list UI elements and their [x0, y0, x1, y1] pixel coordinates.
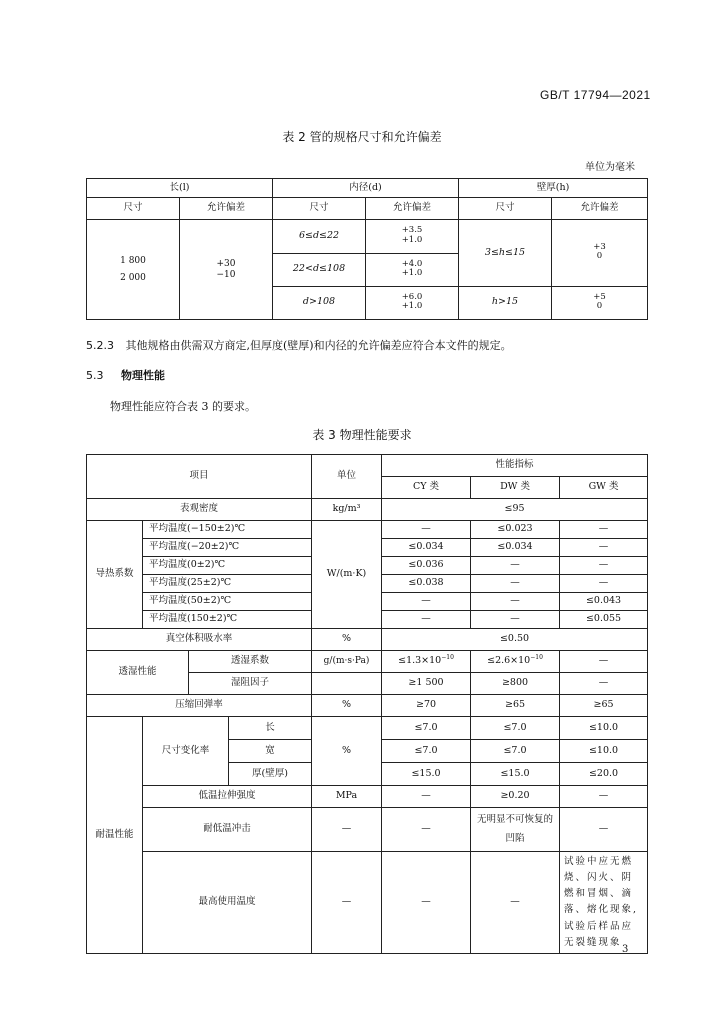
dimension-sub: 宽: [229, 740, 312, 763]
thermal-dw: —: [471, 593, 560, 611]
diameter-tolerance: +3.5 +1.0: [366, 220, 459, 253]
low-impact-gw: —: [560, 808, 648, 852]
header-dw: DW 类: [471, 477, 560, 499]
diameter-tolerance: +4.0 +1.0: [366, 253, 459, 286]
diameter-size: d>108: [273, 286, 366, 319]
compression-gw: ≥65: [560, 695, 648, 717]
low-impact-dw: 无明显不可恢复的凹陷: [471, 808, 560, 852]
header-item: 项目: [87, 455, 312, 499]
dimension-cy: ≤7.0: [382, 740, 471, 763]
subheader-size: 尺寸: [459, 198, 552, 220]
dimension-sub: 长: [229, 717, 312, 740]
thermal-condition: 平均温度(−20±2)℃: [143, 539, 312, 557]
compression-dw: ≥65: [471, 695, 560, 717]
permeability-resist-gw: —: [560, 673, 648, 695]
low-impact-cy: —: [382, 808, 471, 852]
standard-code: GB/T 17794—2021: [540, 88, 651, 102]
diameter-tolerance: +6.0 +1.0: [366, 286, 459, 319]
permeability-coef-gw: —: [560, 651, 648, 673]
low-tensile-dw: ≥0.20: [471, 786, 560, 808]
subheader-tolerance: 允许偏差: [366, 198, 459, 220]
dimension-change-label: 尺寸变化率: [143, 717, 229, 786]
row-density-value: ≤95: [382, 499, 648, 521]
thermal-condition: 平均温度(0±2)℃: [143, 557, 312, 575]
thermal-condition: 平均温度(150±2)℃: [143, 611, 312, 629]
subheader-size: 尺寸: [87, 198, 180, 220]
subheader-tolerance: 允许偏差: [552, 198, 648, 220]
low-tensile-unit: MPa: [312, 786, 382, 808]
permeability-coef-unit: g/(m·s·Pa): [312, 651, 382, 673]
water-absorption-value: ≤0.50: [382, 629, 648, 651]
subheader-tolerance: 允许偏差: [180, 198, 273, 220]
table2: [86, 178, 648, 320]
thermal-cy: —: [382, 611, 471, 629]
compression-unit: %: [312, 695, 382, 717]
table3: [86, 454, 648, 954]
dimension-gw: ≤10.0: [560, 717, 648, 740]
thermal-label: 导热系数: [87, 521, 143, 629]
permeability-resist-dw: ≥800: [471, 673, 560, 695]
dimension-dw: ≤7.0: [471, 740, 560, 763]
max-temp-dw: —: [471, 852, 560, 954]
thermal-unit: W/(m·K): [312, 521, 382, 629]
thermal-gw: ≤0.055: [560, 611, 648, 629]
header-diameter: 内径(d): [273, 179, 459, 198]
temperature-label: 耐温性能: [87, 717, 143, 954]
table3-caption: 表 3 物理性能要求: [312, 428, 412, 442]
thermal-dw: ≤0.023: [471, 521, 560, 539]
header-performance: 性能指标: [382, 455, 648, 477]
thermal-cy: ≤0.038: [382, 575, 471, 593]
max-temp-cy: —: [382, 852, 471, 954]
length-tolerance: +30 −10: [180, 220, 273, 320]
dimension-cy: ≤7.0: [382, 717, 471, 740]
permeability-label: 透湿性能: [87, 651, 189, 695]
dimension-dw: ≤7.0: [471, 717, 560, 740]
thermal-cy: —: [382, 521, 471, 539]
thermal-dw: —: [471, 557, 560, 575]
low-impact-label: 耐低温冲击: [143, 808, 312, 852]
permeability-resist-label: 湿阻因子: [189, 673, 312, 695]
thermal-dw: —: [471, 575, 560, 593]
section-5-3-heading: [86, 367, 165, 383]
diameter-size: 22<d≤108: [273, 253, 366, 286]
permeability-resist-cy: ≥1 500: [382, 673, 471, 695]
thermal-condition: 平均温度(−150±2)℃: [143, 521, 312, 539]
low-tensile-cy: —: [382, 786, 471, 808]
permeability-resist-unit: [312, 673, 382, 695]
dimension-gw: ≤10.0: [560, 740, 648, 763]
dimension-unit: %: [312, 717, 382, 786]
section-number: 5.3: [86, 369, 104, 382]
low-tensile-gw: —: [560, 786, 648, 808]
low-tensile-label: 低温拉伸强度: [143, 786, 312, 808]
thermal-gw: —: [560, 521, 648, 539]
thermal-gw: —: [560, 575, 648, 593]
compression-label: 压缩回弹率: [87, 695, 312, 717]
section-title: 物理性能: [121, 369, 165, 382]
thermal-condition: 平均温度(50±2)℃: [143, 593, 312, 611]
page-number: 3: [622, 944, 629, 955]
compression-cy: ≥70: [382, 695, 471, 717]
header-unit: 单位: [312, 455, 382, 499]
table2-caption: 表 2 管的规格尺寸和允许偏差: [282, 130, 442, 144]
section-5-3-text: 物理性能应符合表 3 的要求。: [110, 400, 256, 413]
header-gw: GW 类: [560, 477, 648, 499]
thermal-condition: 平均温度(25±2)℃: [143, 575, 312, 593]
water-absorption-label: 真空体积吸水率: [87, 629, 312, 651]
thermal-cy: —: [382, 593, 471, 611]
header-length: 长(l): [87, 179, 273, 198]
thermal-cy: ≤0.034: [382, 539, 471, 557]
thermal-gw: —: [560, 539, 648, 557]
header-cy: CY 类: [382, 477, 471, 499]
header-wall: 壁厚(h): [459, 179, 648, 198]
thermal-gw: —: [560, 557, 648, 575]
permeability-coef-label: 透湿系数: [189, 651, 312, 673]
max-temp-unit: —: [312, 852, 382, 954]
dimension-gw: ≤20.0: [560, 763, 648, 786]
dimension-cy: ≤15.0: [382, 763, 471, 786]
thermal-dw: ≤0.034: [471, 539, 560, 557]
subheader-size: 尺寸: [273, 198, 366, 220]
clause-text: 其他规格由供需双方商定,但厚度(壁厚)和内径的允许偏差应符合本文件的规定。: [125, 339, 512, 352]
unit-note: 单位为毫米: [585, 162, 635, 173]
max-temp-label: 最高使用温度: [143, 852, 312, 954]
wall-tolerance: +3 0: [552, 220, 648, 286]
row-density-label: 表观密度: [87, 499, 312, 521]
max-temp-gw: 试验中应无燃烧、闪火、阴燃和冒烟、滴落、熔化现象,试验后样品应无裂缝现象: [560, 852, 648, 954]
clause-number: 5.2.3: [86, 339, 114, 352]
row-density-unit: kg/m³: [312, 499, 382, 521]
clause-5-2-3: [86, 337, 656, 353]
water-absorption-unit: %: [312, 629, 382, 651]
dimension-sub: 厚(壁厚): [229, 763, 312, 786]
low-impact-unit: —: [312, 808, 382, 852]
diameter-size: 6≤d≤22: [273, 220, 366, 253]
dimension-dw: ≤15.0: [471, 763, 560, 786]
thermal-gw: ≤0.043: [560, 593, 648, 611]
wall-size: 3≤h≤15: [459, 220, 552, 286]
wall-tolerance: +5 0: [552, 286, 648, 319]
permeability-coef-dw: $\le 2.6\times 10^{-10}$: [471, 651, 560, 673]
permeability-coef-cy: $\le 1.3\times 10^{-10}$: [382, 651, 471, 673]
wall-size: h>15: [459, 286, 552, 319]
length-sizes: 1 800 2 000: [87, 220, 180, 320]
thermal-dw: —: [471, 611, 560, 629]
thermal-cy: ≤0.036: [382, 557, 471, 575]
